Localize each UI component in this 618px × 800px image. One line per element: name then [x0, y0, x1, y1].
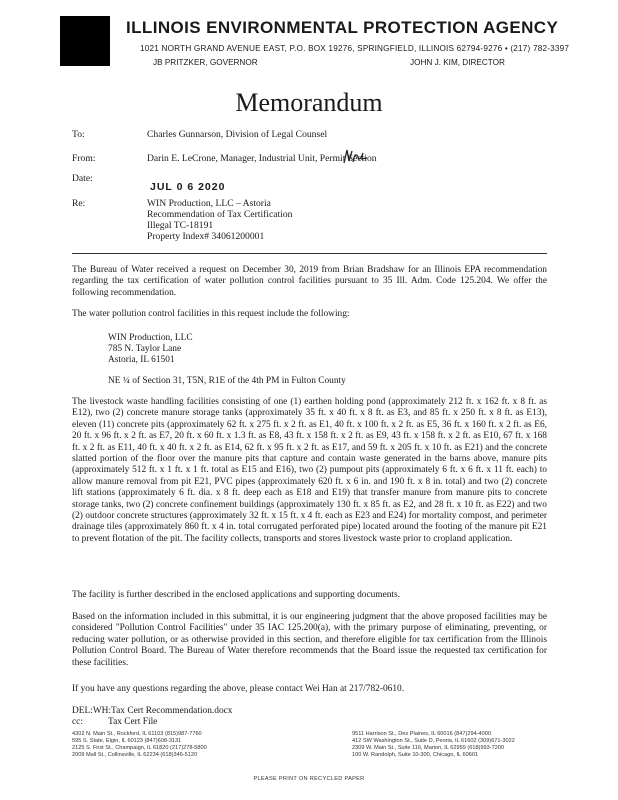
- intro-paragraph: The Bureau of Water received a request on December 30, 2019 from Brian Bradshaw for an Illinois EPA recommendation regarding the tax certification of water pollution control facilities pursuant to 35 Ill. Adm. Code 125.204. We offer the following recommendation.: [72, 265, 547, 298]
- facility-address-1: WIN Production, LLC: [108, 333, 193, 343]
- from-value: Darin E. LeCrone, Manager, Industrial Unit, Permit Section: [147, 153, 377, 164]
- footer-right-3: 2309 W. Main St., Suite 116, Marion, IL 62959 (618)993-7200: [352, 745, 505, 751]
- agency-logo: [60, 16, 110, 66]
- facility-address-2: 785 N. Taylor Lane: [108, 344, 182, 354]
- cc-label: cc:: [72, 717, 83, 727]
- facility-location: NE ¼ of Section 31, T5N, R1E of the 4th PM in Fulton County: [108, 376, 346, 386]
- date-stamp: JUL 0 6 2020: [150, 181, 226, 193]
- footer-left-1: 4302 N. Main St., Rockford, IL 61103 (815)987-7760: [72, 731, 202, 737]
- facility-address-3: Astoria, IL 61501: [108, 355, 175, 365]
- agency-address: 1021 NORTH GRAND AVENUE EAST, P.O. BOX 19276, SPRINGFIELD, ILLINOIS 62794-9276 • (217) 782-3397: [140, 44, 570, 53]
- further-description: The facility is further described in the enclosed applications and supporting documents.: [72, 590, 401, 600]
- to-label: To:: [72, 129, 85, 140]
- header-divider: [72, 253, 547, 254]
- re-line-4: Property Index# 34061200001: [147, 231, 265, 242]
- director-name: JOHN J. KIM, DIRECTOR: [410, 58, 505, 67]
- recycled-paper-note: PLEASE PRINT ON RECYCLED PAPER: [253, 776, 365, 782]
- footer-right-2: 412 SW Washington St., Suite D, Peoria, IL 61602 (309)671-3022: [352, 738, 515, 744]
- re-line-1: WIN Production, LLC – Astoria: [147, 198, 271, 209]
- facility-description: The livestock waste handling facilities consisting of one (1) earthen holding pond (approximately 212 ft. x 162 ft. x 8 ft. as E12), two (2) concrete manure storage tanks (approximately 35 ft. x 40 ft. x 8 ft. as E3, and 85 ft. x 250 ft. x 8 ft. as E13), eleven (11) concrete pits (approximately 62 ft. x 275 ft. x 2 ft. as E1, 40 ft. x 100 ft. x 2 ft. as E5, 36 ft. x 160 ft. x 2 ft. as E6, 20 ft. x 96 ft. x 2 ft. as E7, 20 ft. x 60 ft. x 1.3 ft. as E8, 43 ft. x 158 ft. x 2 ft. as E9, 43 ft. x 158 ft. x 2 ft. as E10, 67 ft. x 168 ft. x 2 ft. as E11, 40 ft. x 40 ft. x 2 ft. as E14, 62 ft. x 95 ft. x 2 ft. as E17, and 59 ft. x 205 ft. x 10 ft. as E21) and the concrete slatted portion of the floor over the manure pits that capture and contain waste generated in the barns above, manure pits (approximately 512 ft. x 1 ft. x 1 ft. total as E15 and E16), two (2) pumpout pits (approximately 6 ft. x 6 ft. x 11 ft. each) to allow manure removal from pit E21, PVC pipes (approximately 620 ft. x 6 in. and 190 ft. x 8 in. total) and two (2) concrete lift stations (approximately 6 ft. dia. x 8 ft. deep each as E18 and E19) that transfer manure from manure pits to concrete storage tanks, two (2) concrete confinement buildings (approximately 130 ft. x 85 ft. as E2, and 28 ft. x 10 ft. as E22) and two (2) outdoor concrete structures (approximately 32 ft. x 15 ft. x 4 ft. each as E23 and E24) for mortality compost, and perimeter drainage tiles (approximately 860 ft. x 4 in. total corrugated perforated pipe) located around the footing of the manure pit E21 to prevent flotation of the pit. The facility collects, transports and stores livestock waste prior to cropland application.: [72, 397, 547, 544]
- footer-right-1: 9511 Harrison St., Des Plaines, IL 60016 (847)294-4000: [352, 731, 491, 737]
- initials-signature: [342, 147, 368, 167]
- facilities-intro: The water pollution control facilities in this request include the following:: [72, 309, 350, 319]
- footer-left-2: 595 S. State, Elgin, IL 60123 (847)608-3131: [72, 738, 182, 744]
- re-line-3: Illegal TC-18191: [147, 220, 214, 231]
- memo-title: Memorandum: [235, 88, 383, 117]
- footer-left-4: 2009 Mall St., Collinsville, IL 62234 (618)346-5120: [72, 752, 198, 758]
- footer-right-4: 100 W. Randolph, Suite 10-300, Chicago, IL 60601: [352, 752, 479, 758]
- contact-paragraph: If you have any questions regarding the above, please contact Wei Han at 217/782-0610.: [72, 684, 405, 694]
- governor-name: JB PRITZKER, GOVERNOR: [153, 58, 258, 67]
- from-label: From:: [72, 153, 96, 164]
- cc-value: Tax Cert File: [108, 717, 158, 727]
- date-label: Date:: [72, 173, 93, 184]
- agency-name: ILLINOIS ENVIRONMENTAL PROTECTION AGENCY: [126, 18, 559, 37]
- to-value: Charles Gunnarson, Division of Legal Counsel: [147, 129, 328, 140]
- judgment-paragraph: Based on the information included in this submittal, it is our engineering judgment that the above proposed facilities may be considered "Pollution Control Facilities" under 35 IAC 125.200(a), with the primary purpose of eliminating, preventing, or reducing water pollution, or as otherwise provided in this section, and therefore eligible for tax certification from the Illinois Pollution Control Board. The Bureau of Water therefore recommends that the Board issue the requested tax certification for these facilities.: [72, 612, 547, 668]
- reference-line: DEL:WH:Tax Cert Recommendation.docx: [72, 706, 233, 716]
- re-label: Re:: [72, 198, 86, 209]
- footer-left-3: 2125 S. First St., Champaign, IL 61820 (217)278-5800: [72, 745, 207, 751]
- re-line-2: Recommendation of Tax Certification: [147, 209, 293, 220]
